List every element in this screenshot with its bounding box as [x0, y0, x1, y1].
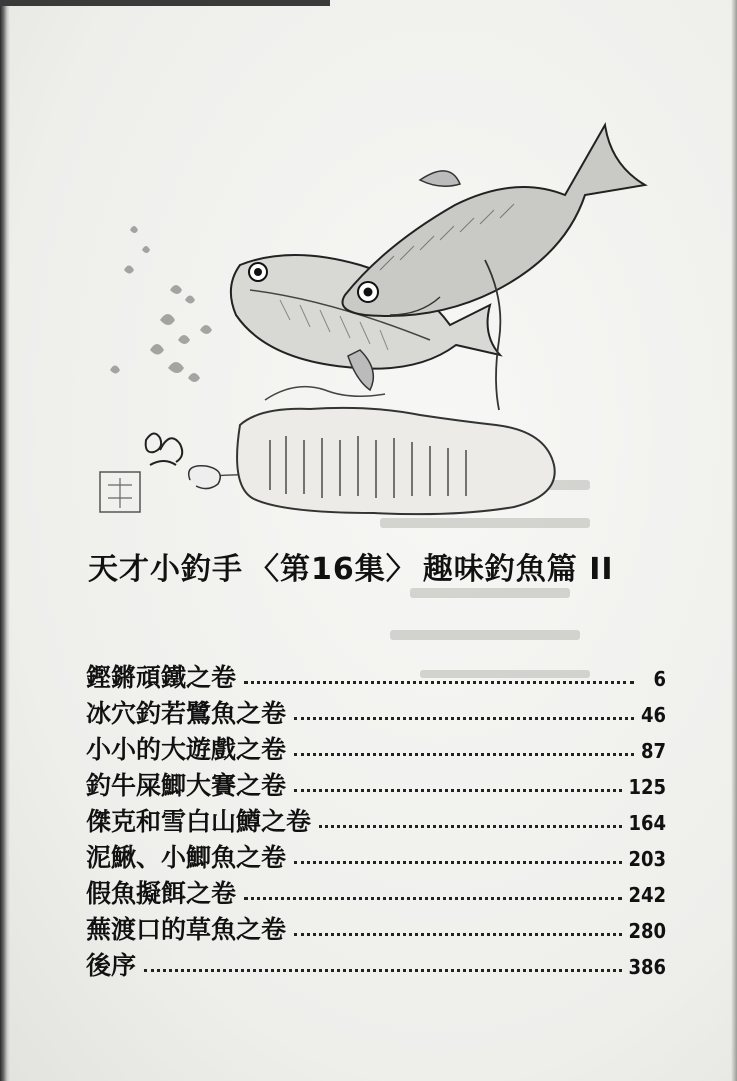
toc-entry-title: 蕪渡口的草魚之卷 [86, 915, 287, 944]
toc-entry[interactable] [86, 946, 666, 982]
toc-entry-page: 164 [628, 811, 666, 835]
dot-leader [294, 716, 634, 720]
toc-entry-page: 125 [628, 775, 666, 799]
toc-entry[interactable] [86, 802, 666, 838]
toc-entry-page: 87 [640, 739, 666, 763]
dot-leader [319, 824, 622, 828]
volume-subtitle: 趣味釣魚篇 II [422, 552, 614, 587]
water-plants [110, 226, 212, 382]
toc-entry-title: 傑克和雪白山鱒之卷 [86, 807, 312, 836]
toc-entry-page: 386 [628, 955, 666, 979]
dot-leader [294, 788, 622, 792]
fish-illustration [90, 100, 690, 540]
toc-entry[interactable] [86, 730, 666, 766]
toc-entry[interactable] [86, 658, 666, 694]
toc-entry-page: 242 [628, 883, 666, 907]
dot-leader [144, 968, 622, 972]
toc-entry-page: 46 [640, 703, 666, 727]
dot-leader [244, 896, 622, 900]
toc-entry-title: 小小的大遊戲之卷 [86, 735, 287, 764]
toc-entry-page: 280 [628, 919, 666, 943]
toc-entry[interactable] [86, 838, 666, 874]
dot-leader [294, 752, 634, 756]
toc-entry-title: 後序 [86, 951, 137, 980]
toc-entry-page: 203 [628, 847, 666, 871]
toc-entry[interactable] [86, 910, 666, 946]
toc-entry-title: 釣牛屎鯽大賽之卷 [86, 771, 287, 800]
page-right-shadow [731, 0, 737, 1081]
dot-leader [294, 860, 622, 864]
toc-entry[interactable] [86, 766, 666, 802]
toc-entry-title: 鏗鏘頑鐵之卷 [86, 663, 237, 692]
page-top-shadow [0, 0, 330, 6]
series-title: 天才小釣手 [88, 552, 243, 587]
toc-entry[interactable] [86, 874, 666, 910]
book-title [88, 544, 688, 594]
toc-entry-title: 冰穴釣若鷺魚之卷 [86, 699, 287, 728]
toc-entry-page: 6 [653, 667, 666, 691]
volume-number: 〈第16集〉 [249, 552, 417, 587]
artist-seal [100, 433, 182, 512]
toc-entry[interactable] [86, 694, 666, 730]
toc-entry-title: 假魚擬餌之卷 [86, 879, 237, 908]
rock [237, 387, 555, 514]
dot-leader [294, 932, 622, 936]
page-binding-shadow [0, 0, 10, 1081]
table-of-contents [86, 658, 666, 982]
dot-leader [244, 680, 634, 684]
toc-entry-title: 泥鰍、小鯽魚之卷 [86, 843, 287, 872]
